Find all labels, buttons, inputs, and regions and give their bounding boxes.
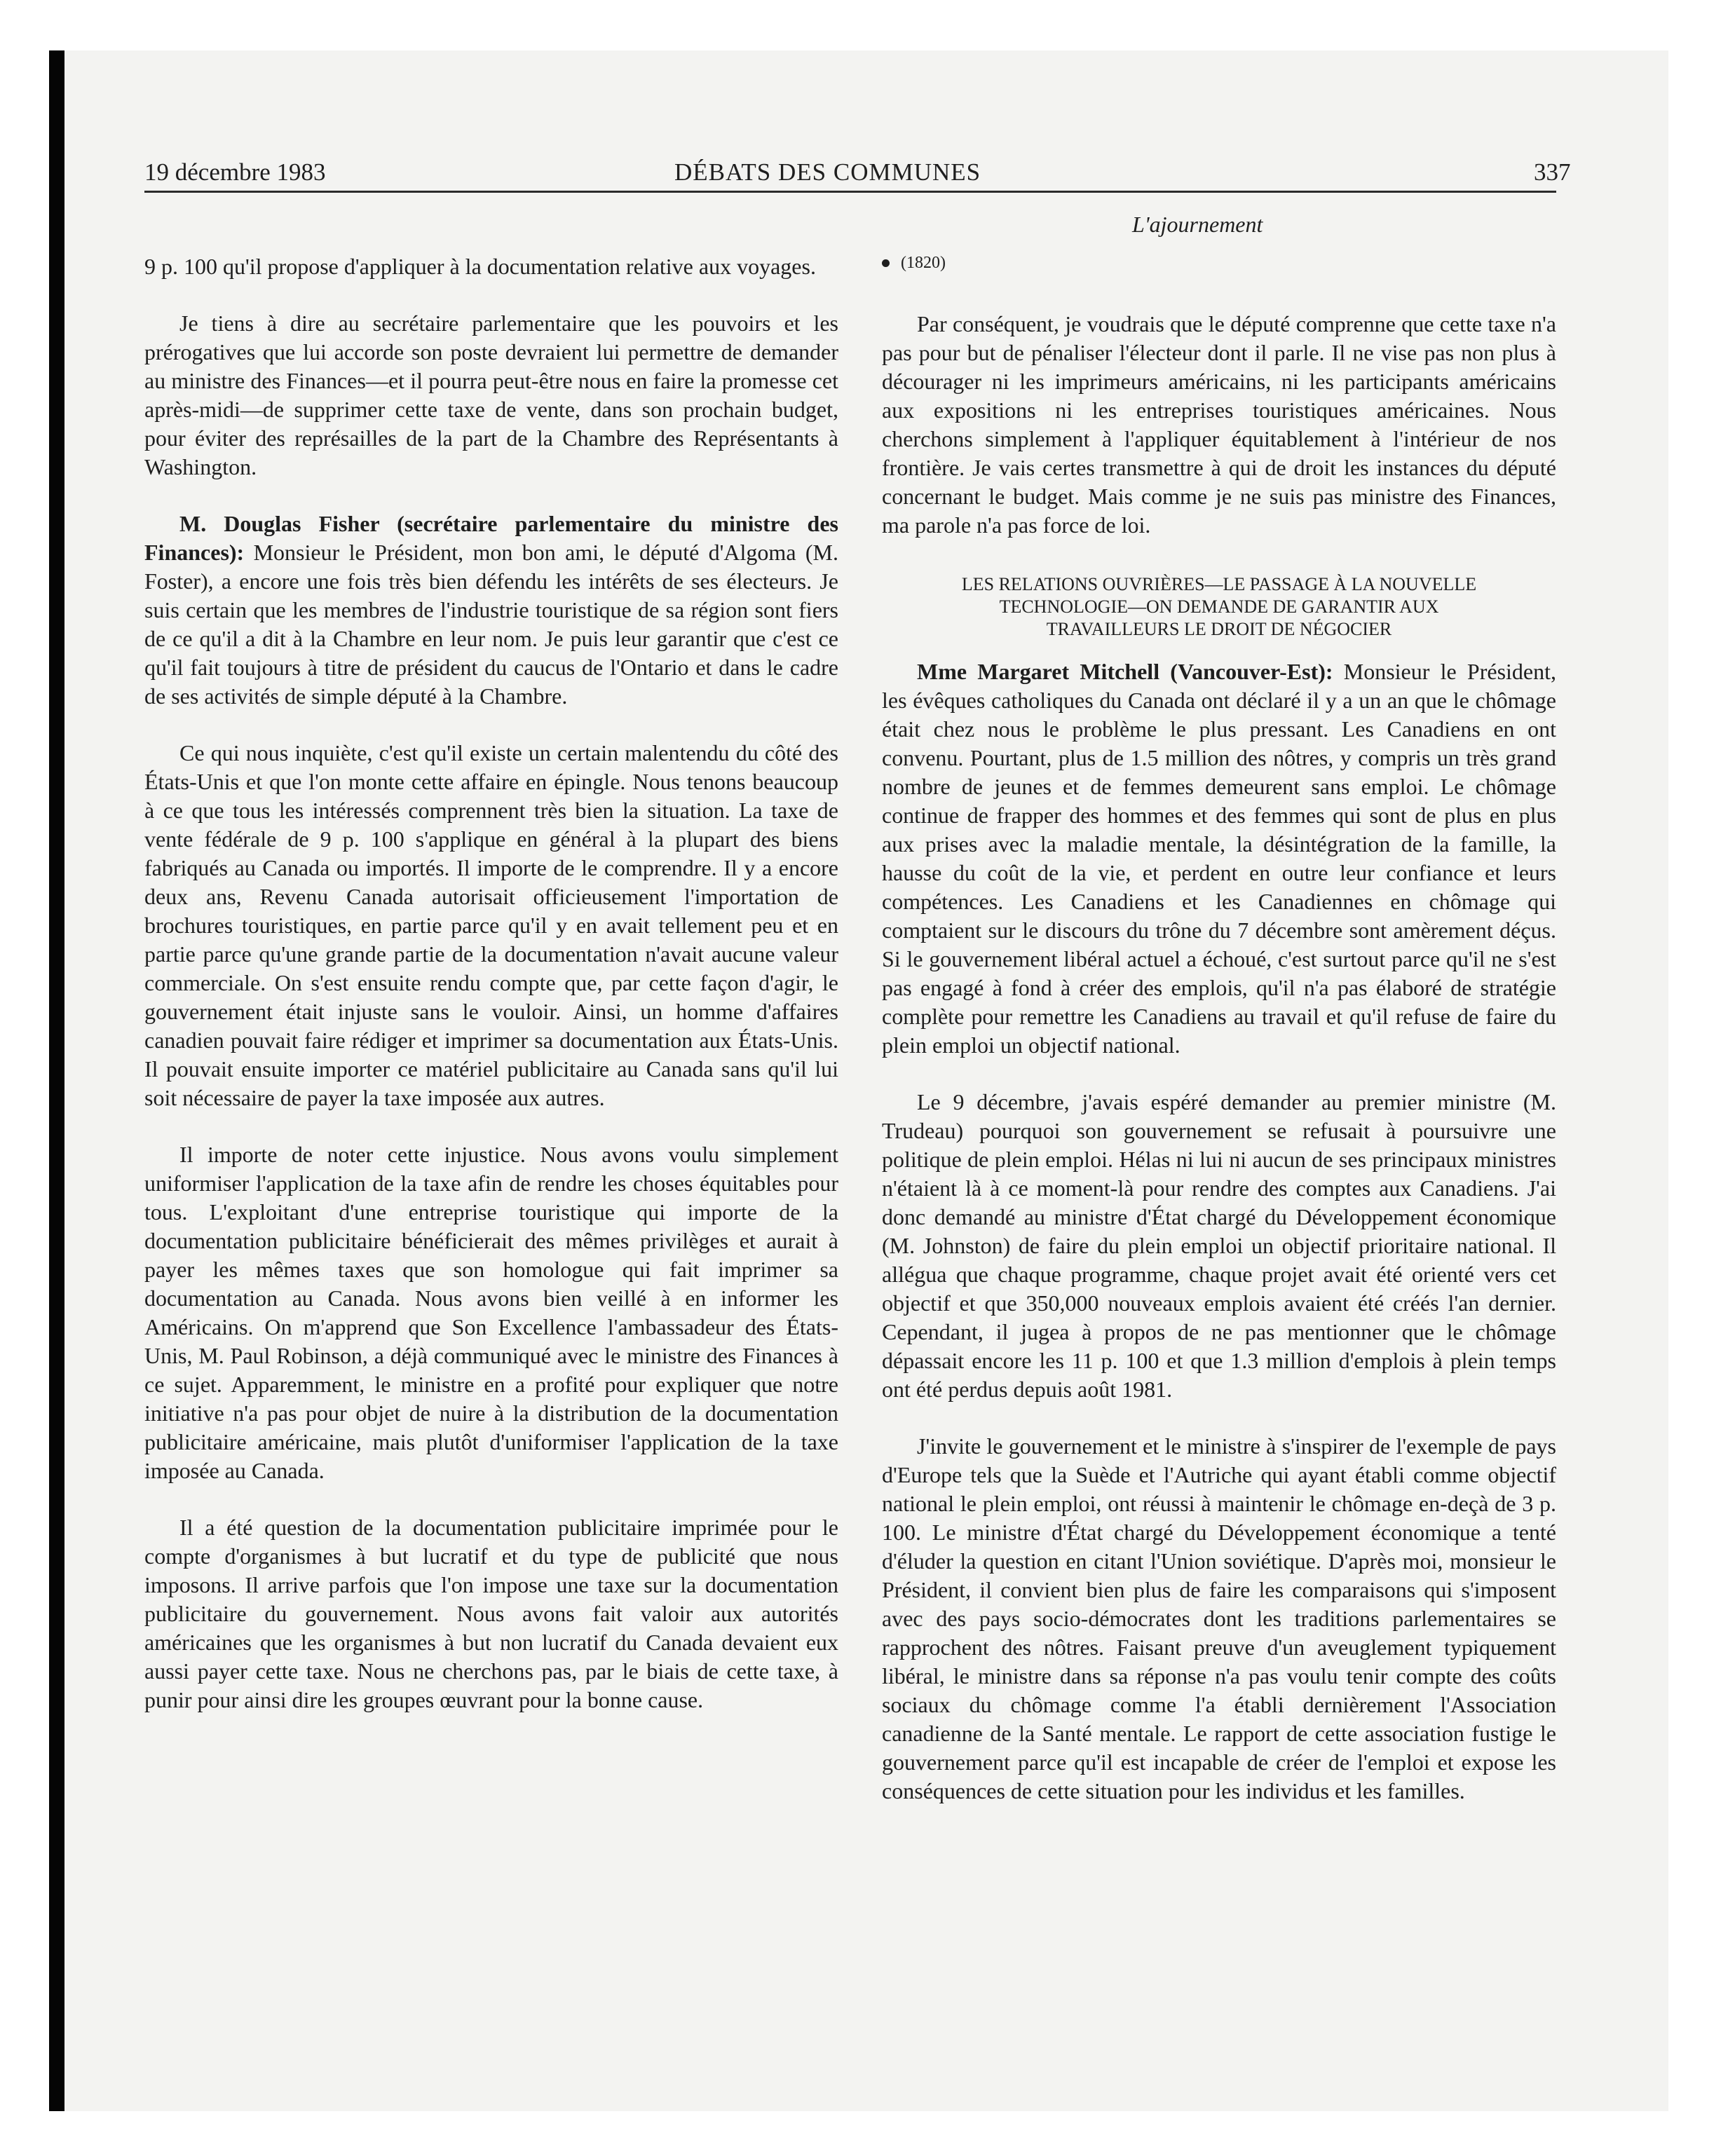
speaker-name: Mme Margaret Mitchell (Vancouver-Est): <box>917 659 1333 684</box>
right-paragraph-2 <box>882 657 1556 1060</box>
heading-line: LES RELATIONS OUVRIÈRES—LE PASSAGE À LA NOUVELLE <box>961 574 1477 594</box>
left-paragraph-6: Il a été question de la documentation publicitaire imprimée pour le compte d'organismes à but lucratif et du type de publicité que nous imposons. Il arrive parfois que l'on impose une taxe sur la documentation publicitaire du gouvernement. Nous avons fait valoir aux autorités américaines que les organismes à but non lucratif du Canada devaient eux aussi payer cette taxe. Nous ne cherchons pas, par le biais de cette taxe, à punir pour ainsi dire les groupes œuvrant pour la bonne cause. <box>144 1515 838 1712</box>
header-page-number: 337 <box>1534 158 1571 186</box>
section-label: L'ajournement <box>1132 212 1263 237</box>
heading-line: TRAVAILLEURS LE DROIT DE NÉGOCIER <box>1046 619 1392 639</box>
header-date: 19 décembre 1983 <box>144 158 326 186</box>
right-paragraph-4: J'invite le gouvernement et le ministre à s'inspirer de l'exemple de pays d'Europe tels que la Suède et l'Autriche qui ayant établi comme objectif national le plein emploi, ont réussi à maintenir le chômage en-deçà de 3 p. 100. Le ministre d'État chargé du Développement économique a tenté d'éluder la question en citant l'Union soviétique. D'après moi, monsieur le Président, il convient bien plus de faire les comparaisons qui s'imposent avec des pays socio-démocrates dont les traditions parlementaires se rapprochent des nôtres. Faisant preuve d'un aveuglement typiquement libéral, le ministre dans sa réponse n'a pas voulu tenir compte des coûts sociaux du chômage comme l'a établi dernièrement l'Association canadienne de la Santé mentale. Le rapport de cette association fustige le gouvernement parce qu'il est incapable de créer de l'emploi et expose les conséquences de cette situation pour les individus et les familles. <box>882 1433 1556 1803</box>
section-heading <box>882 573 1556 641</box>
timestamp-text: (1820) <box>901 254 946 272</box>
speech-text: Monsieur le Président, mon bon ami, le député d'Algoma (M. Foster), a encore une fois très bien défendu les intérêts de ses électeurs. Je suis certain que les membres de l'industrie touristique de sa région sont fiers de ce qu'il a dit à la Chambre en leur nom. Je puis leur garantir que c'est ce qu'il fait toujours à titre de président du caucus de l'Ontario et dans le cadre de ses activités de simple député à la Chambre. <box>144 540 838 709</box>
speaker-name: M. Douglas Fisher (secrétaire parlementaire du ministre des Finances): <box>144 511 838 565</box>
left-paragraph-3 <box>144 510 838 711</box>
scan-binding-edge <box>49 50 64 2111</box>
bullet-icon <box>882 259 890 267</box>
speech-text: Monsieur le Président, les évêques catholiques du Canada ont déclaré il y a un an que le chômage était chez nous le problème le plus pressant. Les Canadiens en ont convenu. Pourtant, plus de 1.5 million des nôtres, y compris un très grand nombre de jeunes et de femmes demeurent sans emploi. Le chômage continue de frapper des hommes et des femmes qui sont de plus en plus aux prises avec la maladie mentale, la désintégration de la famille, la hausse du coût de la vie, et perdent en outre leur confiance et leurs compétences. Les Canadiens et les Canadiennes en chômage qui comptaient sur le discours du trône du 7 décembre sont amèrement déçus. Si le gouvernement libéral actuel a échoué, c'est surtout parce qu'il ne s'est pas engagé à fond à créer des emplois, qu'il n'a pas élaboré de stratégie complète pour remettre les Canadiens au travail et qu'il refuse de faire du plein emploi un objectif national. <box>882 659 1557 1058</box>
left-paragraph-4: Ce qui nous inquiète, c'est qu'il existe un certain malentendu du côté des États-Unis et que l'on monte cette affaire en épingle. Nous tenons beaucoup à ce que tous les intéressés comprennent très bien la situation. La taxe de vente fédérale de 9 p. 100 s'applique en général à la plupart des biens fabriqués au Canada ou importés. Il importe de le comprendre. Il y a encore deux ans, Revenu Canada autorisait officieusement l'importation de brochures touristiques, en partie parce qu'il y en avait tellement peu et en partie parce qu'une grande partie de la documentation n'avait aucune valeur commerciale. On s'est ensuite rendu compte que, par cette façon d'agir, le gouvernement était injuste sans le vouloir. Ainsi, un homme d'affaires canadien pouvait faire rédiger et imprimer sa documentation aux États-Unis. Il pouvait ensuite importer ce matériel publicitaire au Canada sans qu'il lui soit nécessaire de payer la taxe imposée aux autres. <box>144 740 838 1110</box>
left-paragraph-1: 9 p. 100 qu'il propose d'appliquer à la documentation relative aux voyages. <box>144 254 816 279</box>
right-column <box>882 252 1556 1806</box>
header-title: DÉBATS DES COMMUNES <box>674 158 981 186</box>
left-column <box>144 252 838 1714</box>
timestamp-marker <box>882 252 1556 273</box>
left-paragraph-2: Je tiens à dire au secrétaire parlementaire que les pouvoirs et les prérogatives que lui accorde son poste devraient lui permettre de demander au ministre des Finances—et il pourra peut-être nous en faire la promesse cet après-midi—de supprimer cette taxe de vente, dans son prochain budget, pour éviter des représailles de la part de la Chambre des Représentants à Washington. <box>144 311 838 479</box>
heading-line: TECHNOLOGIE—ON DEMANDE DE GARANTIR AUX <box>999 596 1439 617</box>
header-rule <box>144 191 1556 193</box>
left-paragraph-5: Il importe de noter cette injustice. Nous avons voulu simplement uniformiser l'application de la taxe afin de rendre les choses équitables pour tous. L'exploitant d'une entreprise touristique qui importe de la documentation publicitaire bénéficierait des mêmes privilèges et aurait à payer les mêmes taxes que son homologue qui fait imprimer sa documentation au Canada. Nous avons bien veillé à en informer les Américains. On m'apprend que Son Excellence l'ambassadeur des États-Unis, M. Paul Robinson, a déjà communiqué avec le ministre des Finances à ce sujet. Apparemment, le ministre en a profité pour expliquer que notre initiative n'a pas pour objet de nuire à la distribution de la documentation publicitaire américaine, mais plutôt d'uniformiser l'application de la taxe imposée au Canada. <box>144 1142 838 1483</box>
right-paragraph-3: Le 9 décembre, j'avais espéré demander au premier ministre (M. Trudeau) pourquoi son gouvernement se refusait à poursuivre une politique de plein emploi. Hélas ni lui ni aucun de ses principaux ministres n'étaient là à ce moment-là pour rendre des comptes aux Canadiens. J'ai donc demandé au ministre d'État chargé du Développement économique (M. Johnston) de faire du plein emploi un objectif prioritaire national. Il allégua que chaque programme, chaque projet avait été orienté vers cet objectif et que 350,000 nouveaux emplois avaient été créés l'an dernier. Cependant, il jugea à propos de ne pas mentionner que le chômage dépassait encore les 11 p. 100 et que 1.3 million d'emplois à plein temps ont été perdus depuis août 1981. <box>882 1089 1556 1402</box>
right-paragraph-1: Par conséquent, je voudrais que le député comprenne que cette taxe n'a pas pour but de pénaliser l'électeur dont il parle. Il ne vise pas non plus à décourager ni les imprimeurs américains, ni les participants américains aux expositions ni les entreprises touristiques américaines. Nous cherchons simplement à l'appliquer équitablement à l'intérieur de nos frontière. Je vais certes transmettre à qui de droit les instances du député concernant le budget. Mais comme je ne suis pas ministre des Finances, ma parole n'a pas force de loi. <box>882 311 1556 538</box>
